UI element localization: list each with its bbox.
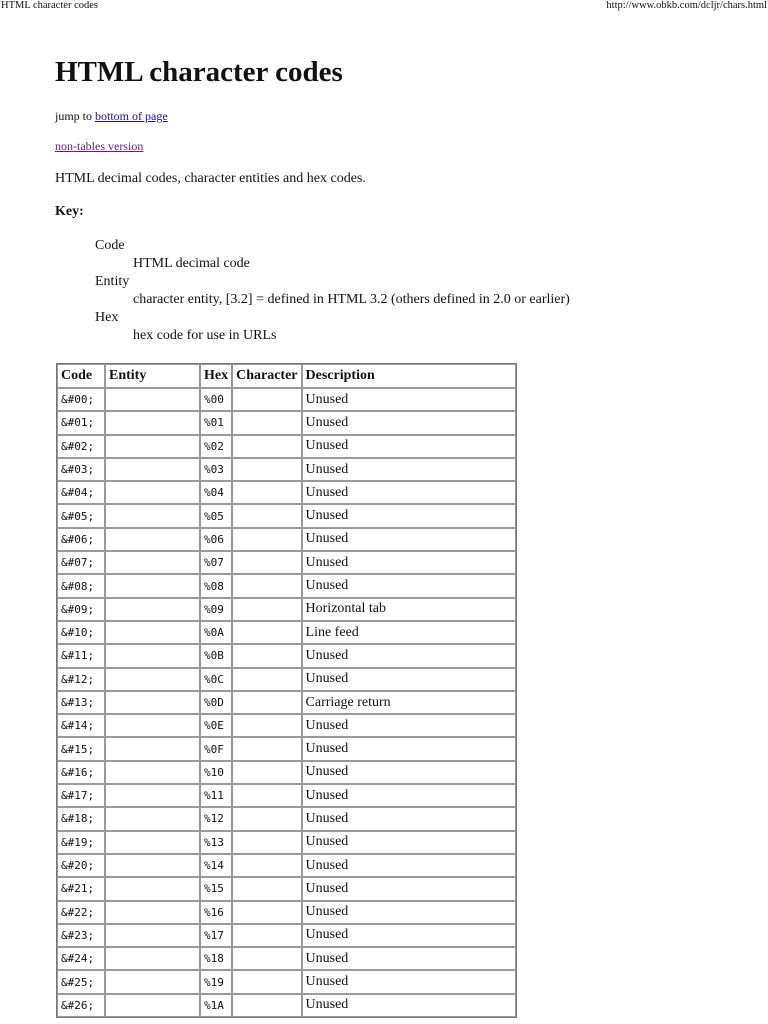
cell-description: Unused	[302, 901, 516, 924]
cell-character	[232, 528, 301, 551]
cell-entity	[105, 807, 200, 830]
cell-entity	[105, 504, 200, 527]
table-row	[57, 970, 516, 993]
cell-entity	[105, 435, 200, 458]
cell-hex: %17	[200, 924, 232, 947]
table-row	[57, 947, 516, 970]
cell-hex: %0B	[200, 644, 232, 667]
cell-description: Unused	[302, 831, 516, 854]
table-row	[57, 668, 516, 691]
cell-entity	[105, 784, 200, 807]
cell-hex: %09	[200, 598, 232, 621]
cell-code: &#26;	[57, 994, 105, 1017]
jump-line	[55, 109, 755, 123]
cell-entity	[105, 970, 200, 993]
cell-hex: %02	[200, 435, 232, 458]
table-row	[57, 994, 516, 1017]
cell-code: &#08;	[57, 574, 105, 597]
table-row	[57, 784, 516, 807]
cell-hex: %04	[200, 481, 232, 504]
column-header-description: Description	[302, 364, 516, 388]
table-body	[57, 388, 516, 1017]
cell-hex: %00	[200, 388, 232, 411]
table-row	[57, 481, 516, 504]
key-heading: Key:	[55, 204, 84, 219]
cell-entity	[105, 924, 200, 947]
cell-code: &#25;	[57, 970, 105, 993]
cell-entity	[105, 831, 200, 854]
cell-hex: %18	[200, 947, 232, 970]
cell-hex: %0A	[200, 621, 232, 644]
cell-entity	[105, 621, 200, 644]
cell-description: Unused	[302, 644, 516, 667]
cell-hex: %13	[200, 831, 232, 854]
column-header-hex: Hex	[200, 364, 232, 388]
cell-entity	[105, 458, 200, 481]
cell-hex: %14	[200, 854, 232, 877]
table-row	[57, 504, 516, 527]
cell-code: &#09;	[57, 598, 105, 621]
cell-description: Unused	[302, 947, 516, 970]
cell-description: Unused	[302, 504, 516, 527]
table-row	[57, 761, 516, 784]
intro-text: HTML decimal codes, character entities and hex codes.	[55, 171, 366, 186]
cell-character	[232, 737, 301, 760]
cell-character	[232, 644, 301, 667]
cell-hex: %0D	[200, 691, 232, 714]
cell-character	[232, 784, 301, 807]
table-row	[57, 411, 516, 434]
cell-description: Unused	[302, 435, 516, 458]
cell-entity	[105, 528, 200, 551]
key-term: Code	[95, 238, 125, 253]
cell-entity	[105, 994, 200, 1017]
cell-code: &#01;	[57, 411, 105, 434]
key-definition: hex code for use in URLs	[133, 328, 277, 343]
cell-description: Line feed	[302, 621, 516, 644]
cell-code: &#02;	[57, 435, 105, 458]
cell-hex: %16	[200, 901, 232, 924]
cell-character	[232, 924, 301, 947]
cell-code: &#23;	[57, 924, 105, 947]
cell-character	[232, 435, 301, 458]
cell-character	[232, 994, 301, 1017]
cell-description: Unused	[302, 458, 516, 481]
cell-entity	[105, 691, 200, 714]
print-header	[0, 0, 768, 14]
cell-hex: %0F	[200, 737, 232, 760]
cell-description: Unused	[302, 784, 516, 807]
cell-entity	[105, 574, 200, 597]
cell-entity	[105, 598, 200, 621]
cell-description: Unused	[302, 854, 516, 877]
cell-description: Unused	[302, 668, 516, 691]
cell-description: Carriage return	[302, 691, 516, 714]
cell-hex: %05	[200, 504, 232, 527]
cell-hex: %07	[200, 551, 232, 574]
print-header-url: http://www.obkb.com/dcljr/chars.html	[606, 0, 767, 11]
cell-character	[232, 504, 301, 527]
character-codes-table	[56, 363, 517, 1018]
cell-character	[232, 691, 301, 714]
cell-code: &#05;	[57, 504, 105, 527]
cell-character	[232, 598, 301, 621]
cell-character	[232, 388, 301, 411]
key-definition: character entity, [3.2] = defined in HTML 3.2 (others defined in 2.0 or earlier)	[133, 292, 570, 307]
cell-character	[232, 411, 301, 434]
cell-code: &#13;	[57, 691, 105, 714]
table-row	[57, 854, 516, 877]
cell-hex: %0E	[200, 714, 232, 737]
jump-prefix: jump to	[55, 109, 93, 123]
cell-description: Unused	[302, 877, 516, 900]
table-row	[57, 877, 516, 900]
cell-code: &#04;	[57, 481, 105, 504]
cell-hex: %19	[200, 970, 232, 993]
table-row	[57, 737, 516, 760]
cell-description: Unused	[302, 970, 516, 993]
table-row	[57, 528, 516, 551]
cell-description: Unused	[302, 481, 516, 504]
cell-entity	[105, 411, 200, 434]
cell-description: Unused	[302, 528, 516, 551]
cell-description: Unused	[302, 714, 516, 737]
cell-character	[232, 947, 301, 970]
cell-entity	[105, 714, 200, 737]
cell-entity	[105, 481, 200, 504]
print-header-title: HTML character codes	[1, 0, 98, 11]
cell-entity	[105, 947, 200, 970]
cell-hex: %03	[200, 458, 232, 481]
cell-character	[232, 901, 301, 924]
cell-character	[232, 668, 301, 691]
non-tables-version-link[interactable]: non-tables version	[55, 139, 144, 153]
key-term: Entity	[95, 274, 130, 289]
cell-hex: %12	[200, 807, 232, 830]
cell-description: Unused	[302, 574, 516, 597]
cell-description: Unused	[302, 388, 516, 411]
table-row	[57, 644, 516, 667]
cell-code: &#11;	[57, 644, 105, 667]
page-content	[55, 54, 755, 345]
cell-character	[232, 877, 301, 900]
cell-code: &#16;	[57, 761, 105, 784]
non-tables-line	[55, 139, 755, 153]
cell-code: &#15;	[57, 737, 105, 760]
cell-character	[232, 970, 301, 993]
cell-code: &#24;	[57, 947, 105, 970]
cell-entity	[105, 737, 200, 760]
cell-description: Unused	[302, 924, 516, 947]
cell-entity	[105, 901, 200, 924]
table-row	[57, 435, 516, 458]
cell-code: &#06;	[57, 528, 105, 551]
column-header-character: Character	[232, 364, 301, 388]
cell-code: &#00;	[57, 388, 105, 411]
column-header-entity: Entity	[105, 364, 200, 388]
cell-character	[232, 551, 301, 574]
cell-code: &#17;	[57, 784, 105, 807]
cell-code: &#21;	[57, 877, 105, 900]
cell-hex: %10	[200, 761, 232, 784]
cell-character	[232, 831, 301, 854]
cell-code: &#20;	[57, 854, 105, 877]
cell-code: &#22;	[57, 901, 105, 924]
cell-code: &#07;	[57, 551, 105, 574]
table-row	[57, 714, 516, 737]
cell-character	[232, 458, 301, 481]
cell-code: &#10;	[57, 621, 105, 644]
cell-code: &#14;	[57, 714, 105, 737]
cell-entity	[105, 668, 200, 691]
table-row	[57, 691, 516, 714]
table-row	[57, 551, 516, 574]
cell-description: Unused	[302, 411, 516, 434]
cell-description: Unused	[302, 807, 516, 830]
cell-character	[232, 574, 301, 597]
cell-hex: %08	[200, 574, 232, 597]
cell-character	[232, 481, 301, 504]
cell-description: Unused	[302, 994, 516, 1017]
cell-code: &#03;	[57, 458, 105, 481]
table-row	[57, 901, 516, 924]
cell-character	[232, 714, 301, 737]
cell-character	[232, 807, 301, 830]
table-row	[57, 574, 516, 597]
cell-hex: %0C	[200, 668, 232, 691]
cell-description: Unused	[302, 737, 516, 760]
cell-character	[232, 621, 301, 644]
cell-entity	[105, 551, 200, 574]
table-row	[57, 458, 516, 481]
key-term: Hex	[95, 310, 119, 325]
cell-hex: %15	[200, 877, 232, 900]
cell-description: Unused	[302, 761, 516, 784]
table-row	[57, 388, 516, 411]
cell-hex: %1A	[200, 994, 232, 1017]
cell-code: &#12;	[57, 668, 105, 691]
table-row	[57, 598, 516, 621]
cell-entity	[105, 761, 200, 784]
cell-hex: %11	[200, 784, 232, 807]
cell-character	[232, 854, 301, 877]
cell-entity	[105, 877, 200, 900]
cell-entity	[105, 644, 200, 667]
cell-entity	[105, 854, 200, 877]
bottom-of-page-link[interactable]: bottom of page	[95, 109, 168, 123]
table-row	[57, 924, 516, 947]
key-definition: HTML decimal code	[133, 256, 250, 271]
cell-description: Unused	[302, 551, 516, 574]
cell-description: Horizontal tab	[302, 598, 516, 621]
key-definition-list	[55, 237, 755, 345]
page-title: HTML character codes	[55, 56, 343, 88]
column-header-code: Code	[57, 364, 105, 388]
cell-code: &#19;	[57, 831, 105, 854]
cell-hex: %06	[200, 528, 232, 551]
table-row	[57, 807, 516, 830]
cell-entity	[105, 388, 200, 411]
table-row	[57, 621, 516, 644]
table-row	[57, 831, 516, 854]
cell-code: &#18;	[57, 807, 105, 830]
cell-character	[232, 761, 301, 784]
table-header-row	[57, 364, 516, 388]
cell-hex: %01	[200, 411, 232, 434]
